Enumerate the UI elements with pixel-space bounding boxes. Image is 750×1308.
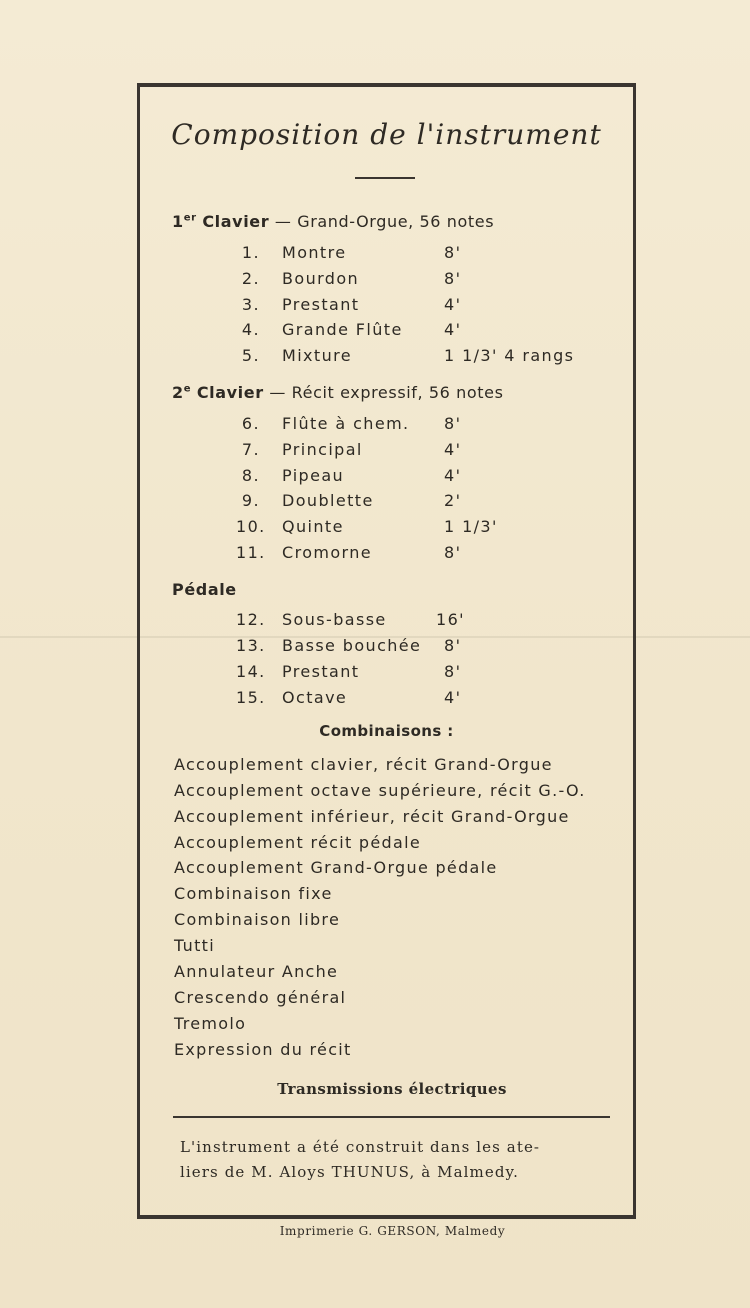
stop-number: 9. — [241, 491, 260, 510]
stop-name: Pipeau — [282, 466, 345, 485]
stop-size: 8' — [444, 414, 462, 433]
stop-size: 16' — [436, 610, 465, 629]
combinaison-item: Crescendo général — [174, 988, 347, 1007]
stop-number: 15. — [236, 688, 266, 707]
stop-name: Basse bouchée — [282, 636, 422, 655]
stop-number: 11. — [236, 543, 266, 562]
clavier2-ordinal-sup: e — [183, 383, 192, 395]
stop-size: 8' — [444, 636, 462, 655]
combinaison-item: Combinaison libre — [174, 910, 341, 929]
stop-name: Flûte à chem. — [282, 414, 410, 433]
stop-name: Sous-basse — [282, 610, 387, 629]
clavier2-ordinal: 2 — [172, 383, 184, 402]
stop-size: 8' — [444, 269, 462, 288]
combinaison-item: Tutti — [174, 936, 215, 955]
stop-number: 13. — [236, 636, 266, 655]
clavier2-heading — [172, 383, 504, 402]
stop-name: Cromorne — [282, 543, 373, 562]
builder-credit-line2: liers de M. Aloys THUNUS, à Malmedy. — [180, 1163, 519, 1181]
stop-number: 12. — [236, 610, 266, 629]
combinaison-item: Expression du récit — [174, 1040, 352, 1059]
combinaison-item: Accouplement Grand-Orgue pédale — [174, 858, 498, 877]
clavier1-heading — [172, 212, 494, 231]
stop-name: Mixture — [282, 346, 353, 365]
bottom-divider — [173, 1116, 610, 1118]
combinaison-item: Accouplement octave supérieure, récit G.-O. — [174, 781, 586, 800]
pedale-label: Pédale — [172, 580, 237, 599]
clavier1-ordinal-sup: er — [183, 212, 197, 224]
builder-credit-line1: L'instrument a été construit dans les ate- — [180, 1138, 541, 1156]
combinaison-item: Tremolo — [174, 1014, 247, 1033]
clavier1-label: Clavier — [202, 212, 270, 231]
combinaison-item: Annulateur Anche — [174, 962, 339, 981]
stop-number: 6. — [241, 414, 260, 433]
stop-number: 2. — [241, 269, 260, 288]
stop-number: 5. — [241, 346, 260, 365]
stop-name: Bourdon — [282, 269, 360, 288]
clavier1-ordinal: 1 — [172, 212, 184, 231]
stop-number: 1. — [241, 243, 260, 262]
stop-size: 4' — [444, 320, 462, 339]
stop-size: 2' — [444, 491, 462, 510]
stop-number: 10. — [236, 517, 266, 536]
stop-name: Principal — [282, 440, 363, 459]
combinaison-item: Accouplement clavier, récit Grand-Orgue — [174, 755, 553, 774]
stop-size: 8' — [444, 243, 462, 262]
combinaison-item: Accouplement inférieur, récit Grand-Orgue — [174, 807, 570, 826]
stop-size: 4' — [444, 688, 462, 707]
stop-size: 4' — [444, 466, 462, 485]
stop-size: 8' — [444, 543, 462, 562]
combinaison-item: Accouplement récit pédale — [174, 833, 421, 852]
stop-name: Quinte — [282, 517, 344, 536]
stop-name: Montre — [282, 243, 347, 262]
clavier2-desc: — Récit expressif, 56 notes — [269, 383, 504, 402]
stop-number: 4. — [241, 320, 260, 339]
stop-size: 4' — [444, 440, 462, 459]
stop-name: Prestant — [282, 295, 360, 314]
combinaisons-title: Combinaisons : — [319, 722, 454, 740]
stop-number: 3. — [241, 295, 260, 314]
clavier2-label: Clavier — [196, 383, 264, 402]
stop-size: 1 1/3' 4 rangs — [444, 346, 575, 365]
printer-imprint: Imprimerie G. GERSON, Malmedy — [279, 1224, 506, 1238]
stop-number: 14. — [236, 662, 266, 681]
page-title: Composition de l'instrument — [171, 118, 602, 151]
stop-name: Doublette — [282, 491, 374, 510]
combinaison-item: Combinaison fixe — [174, 884, 333, 903]
stop-size: 8' — [444, 662, 462, 681]
pedale-heading — [172, 580, 237, 599]
stop-name: Octave — [282, 688, 348, 707]
stop-size: 1 1/3' — [444, 517, 498, 536]
transmissions-heading: Transmissions électriques — [277, 1080, 507, 1098]
stop-name: Grande Flûte — [282, 320, 403, 339]
stop-number: 8. — [241, 466, 260, 485]
stop-number: 7. — [241, 440, 260, 459]
stop-size: 4' — [444, 295, 462, 314]
stop-name: Prestant — [282, 662, 360, 681]
title-divider — [355, 177, 415, 179]
clavier1-desc: — Grand-Orgue, 56 notes — [274, 212, 495, 231]
